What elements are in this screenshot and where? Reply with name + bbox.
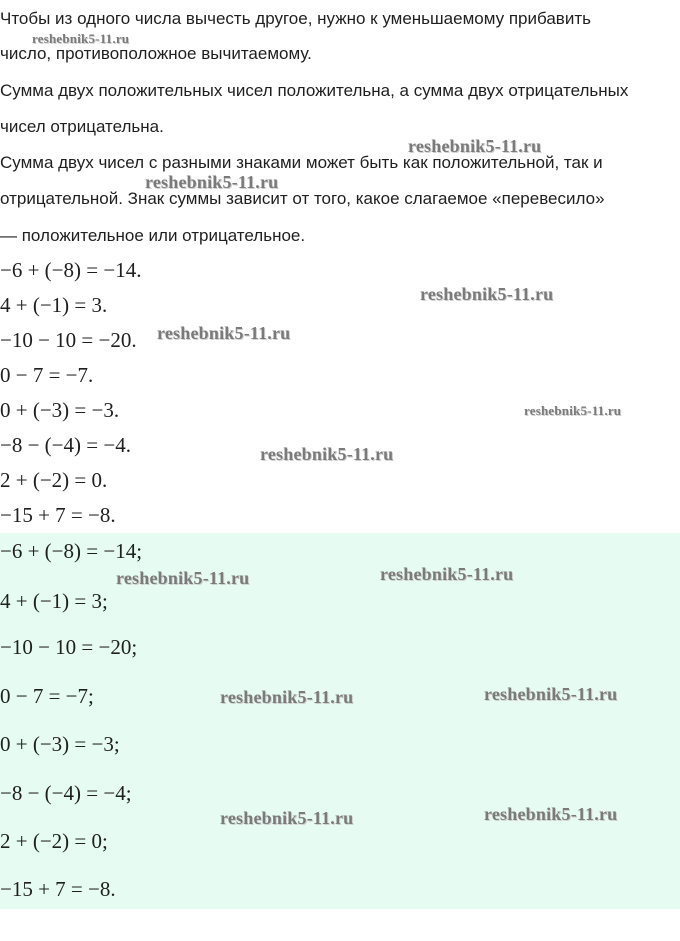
watermark: reshebnik5-11.ru <box>220 687 354 707</box>
equation: −6 + (−8) = −14. <box>0 258 142 282</box>
rule-text-line: Сумма двух чисел с разными знаками может быть как положительной, так и <box>0 153 603 172</box>
watermark: reshebnik5-11.ru <box>260 444 394 464</box>
equation: 0 − 7 = −7. <box>0 363 94 387</box>
answer-equation: −10 − 10 = −20; <box>0 635 138 659</box>
watermark: reshebnik5-11.ru <box>32 31 130 46</box>
watermark: reshebnik5-11.ru <box>116 568 250 588</box>
answer-equation: 2 + (−2) = 0; <box>0 829 108 853</box>
answer-equation: −6 + (−8) = −14; <box>0 539 143 563</box>
equation: −15 + 7 = −8. <box>0 503 116 527</box>
answer-equation: −15 + 7 = −8. <box>0 877 116 901</box>
answer-equation: 0 − 7 = −7; <box>0 684 94 708</box>
watermark: reshebnik5-11.ru <box>220 808 354 828</box>
rule-text-line: Чтобы из одного числа вычесть другое, нужно к уменьшаемому прибавить <box>0 9 591 28</box>
equation: −8 − (−4) = −4. <box>0 433 131 457</box>
watermark: reshebnik5-11.ru <box>380 564 514 584</box>
watermark: reshebnik5-11.ru <box>524 403 622 418</box>
equation: −10 − 10 = −20. <box>0 328 137 352</box>
answer-equation: −8 − (−4) = −4; <box>0 781 132 805</box>
rule-text-line: — положительное или отрицательное. <box>0 226 306 245</box>
rule-text-line: число, противоположное вычитаемому. <box>0 44 312 63</box>
answer-equation: 0 + (−3) = −3; <box>0 732 120 756</box>
watermark: reshebnik5-11.ru <box>157 323 291 343</box>
equation: 4 + (−1) = 3. <box>0 293 108 317</box>
rule-text-line: чисел отрицательна. <box>0 117 164 136</box>
answer-equation: 4 + (−1) = 3; <box>0 589 108 613</box>
equation: 2 + (−2) = 0. <box>0 468 108 492</box>
rule-text-line: отрицательной. Знак суммы зависит от того, какое слагаемое «перевесило» <box>0 189 605 208</box>
watermark: reshebnik5-11.ru <box>408 136 542 156</box>
watermark: reshebnik5-11.ru <box>484 804 618 824</box>
rule-text-line: Сумма двух положительных чисел положительна, а сумма двух отрицательных <box>0 81 629 100</box>
equation: 0 + (−3) = −3. <box>0 398 120 422</box>
watermark: reshebnik5-11.ru <box>420 284 554 304</box>
watermark: reshebnik5-11.ru <box>145 172 279 192</box>
watermark: reshebnik5-11.ru <box>484 684 618 704</box>
